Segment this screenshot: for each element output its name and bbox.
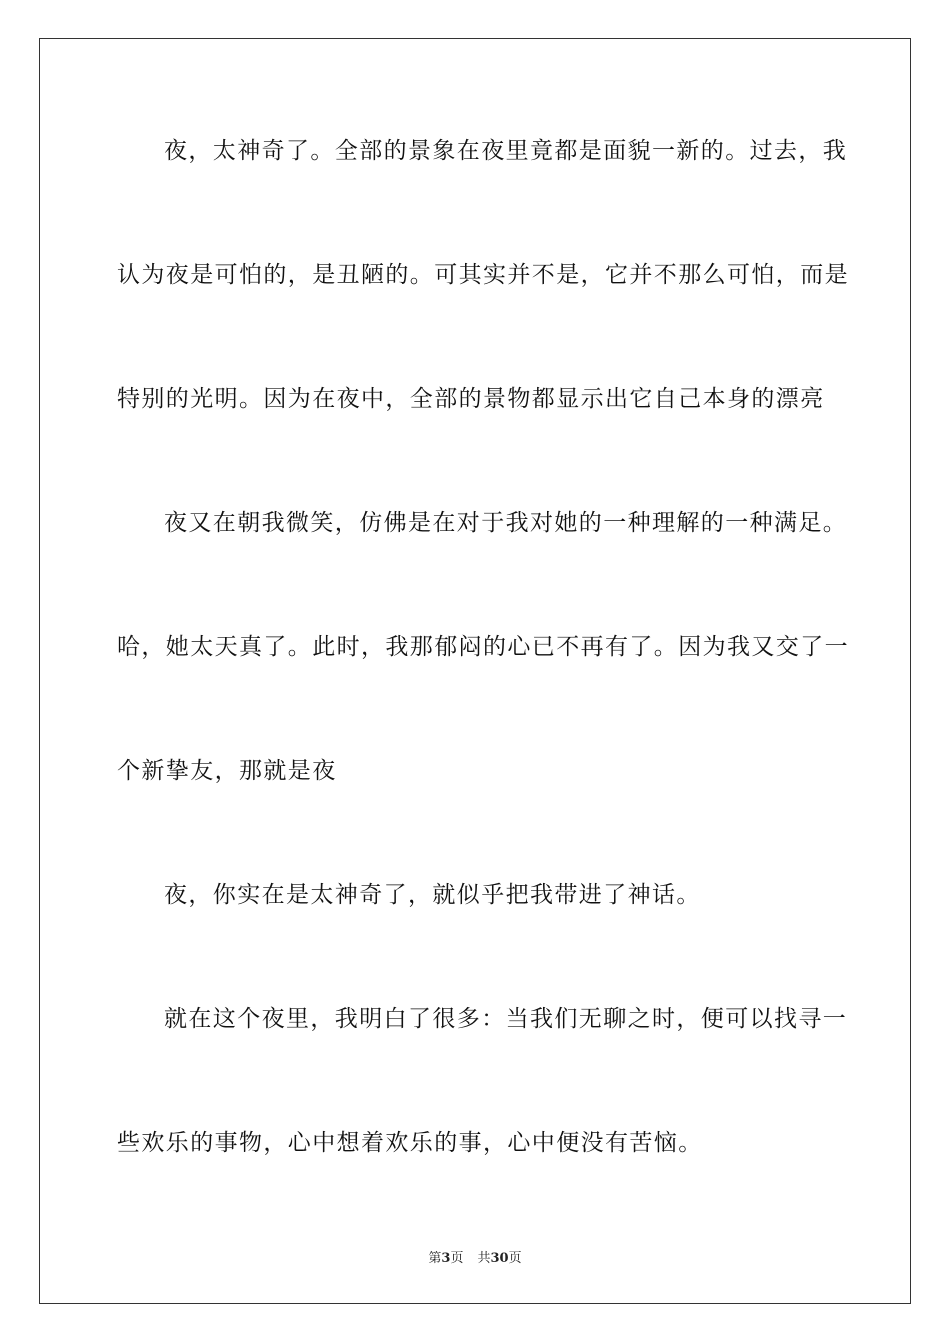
page-number: 3 [441,1251,451,1266]
total-pages: 30 [490,1251,509,1266]
total-prefix: 共 [477,1251,491,1266]
paragraph-line: 夜，你实在是太神奇了，就似乎把我带进了神话。 [164,882,701,908]
paragraph-line: 认为夜是可怕的，是丑陋的。可其实并不是，它并不那么可怕，而是 [117,262,849,288]
page-suffix: 页 [450,1251,464,1266]
total-suffix: 页 [508,1251,522,1266]
paragraph-line: 些欢乐的事物，心中想着欢乐的事，心中便没有苦恼。 [117,1130,703,1156]
page-number-label [428,1251,463,1266]
paragraph-line: 就在这个夜里，我明白了很多：当我们无聊之时，便可以找寻一 [164,1006,848,1032]
total-pages-label [477,1251,521,1266]
paragraph-line: 特别的光明。因为在夜中，全部的景物都显示出它自己本身的漂亮 [117,386,825,412]
paragraph-line: 夜，太神奇了。全部的景象在夜里竟都是面貌一新的。过去，我 [164,138,848,164]
page-prefix: 第 [428,1251,442,1266]
paragraph-line: 夜又在朝我微笑，仿佛是在对于我对她的一种理解的一种满足。 [164,510,848,536]
paragraph-line: 个新挚友，那就是夜 [117,758,337,784]
paragraph-line: 哈，她太天真了。此时，我那郁闷的心已不再有了。因为我又交了一 [117,634,849,660]
page-border [39,38,911,1304]
page-footer [0,1247,950,1266]
